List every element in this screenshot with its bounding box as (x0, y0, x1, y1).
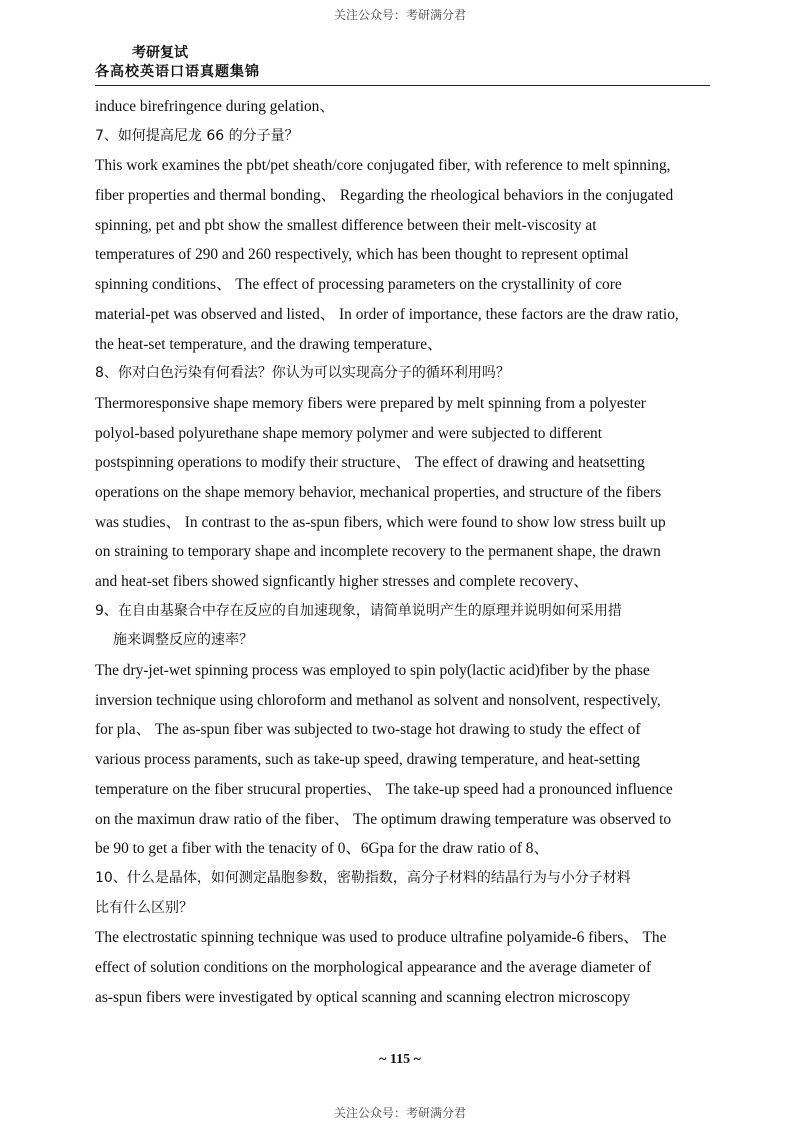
question-line: 8、你对白色污染有何看法？你认为可以实现高分子的循环利用吗？ (95, 365, 510, 382)
body-text-line: as-spun fibers were investigated by optical scanning and scanning electron microscopy (95, 988, 631, 1006)
body-text-line: spinning, pet and pbt show the smallest difference between their melt-viscosity at (95, 216, 597, 234)
body-text-line: various process paraments, such as take-up speed, drawing temperature, and heat-setting (95, 751, 640, 769)
body-text-line: inversion technique using chloroform and methanol as solvent and nonsolvent, respectively, (95, 691, 661, 709)
question-line: 比有什么区别？ (95, 899, 193, 916)
body-text-line: induce birefringence during gelation、 (95, 98, 335, 115)
running-header (95, 44, 710, 82)
body-text-line: This work examines the pbt/pet sheath/core conjugated fiber, with reference to melt spinning, (95, 157, 671, 175)
body-text-line: on the maximun draw ratio of the fiber、 The optimum drawing temperature was observed to (95, 810, 672, 828)
body-text-line: The electrostatic spinning technique was used to produce ultrafine polyamide-6 fibers、 The (95, 929, 667, 947)
body-text-line: spinning conditions、 The effect of processing parameters on the crystallinity of core (95, 276, 622, 294)
question-line: 7、如何提高尼龙 66 的分子量？ (95, 127, 299, 144)
body-text-line: operations on the shape memory behavior, mechanical properties, and structure of the fibers (95, 483, 662, 501)
body-text-line: was studies、 In contrast to the as-spun fibers, which were found to show low stress built up (95, 513, 666, 531)
bottom-watermark: 关注公众号：考研满分君 (333, 1106, 466, 1120)
body-text-line: postspinning operations to modify their structure、 The effect of drawing and heatsetting (95, 454, 645, 472)
question-line: 9、在自由基聚合中存在反应的自加速现象，请简单说明产生的原理并说明如何采用措 (95, 602, 622, 619)
body-text-line: for pla、 The as-spun fiber was subjected to two-stage hot drawing to study the effect of (95, 721, 641, 739)
body-text-line: temperatures of 290 and 260 respectively, which has been thought to represent optimal (95, 246, 629, 264)
header-divider (95, 85, 710, 86)
body-text-line: temperature on the fiber strucural properties、 The take-up speed had a pronounced influence (95, 780, 673, 798)
body-text-line: effect of solution conditions on the morphological appearance and the average diameter of (95, 958, 652, 976)
header-subtitle: 各高校英语口语真题集锦 (95, 64, 260, 80)
body-text-line: the heat-set temperature, and the drawing temperature、 (95, 335, 443, 353)
body-text-line: material-pet was observed and listed、 In order of importance, these factors are the draw ratio, (95, 305, 679, 323)
body-text-line: Thermoresponsive shape memory fibers were prepared by melt spinning from a polyester (95, 394, 646, 412)
question-line: 施来调整反应的速率？ (113, 632, 253, 649)
header-title: 考研复试 (132, 45, 188, 61)
page-number: ~ 115 ~ (379, 1052, 421, 1067)
question-line: 10、什么是晶体，如何测定晶胞参数，密勒指数，高分子材料的结晶行为与小分子材料 (95, 869, 631, 886)
body-text-line: and heat-set fibers showed signficantly higher stresses and complete recovery、 (95, 573, 589, 590)
body-text-line: fiber properties and thermal bonding、 Regarding the rheological behaviors in the conjugated (95, 187, 674, 205)
document-body (95, 92, 710, 1012)
body-text-line: The dry-jet-wet spinning process was employed to spin poly(lactic acid)fiber by the phase (95, 662, 650, 680)
top-watermark: 关注公众号：考研满分君 (333, 8, 466, 22)
body-text-line: on straining to temporary shape and incomplete recovery to the permanent shape, the drawn (95, 543, 661, 561)
body-text-line: be 90 to get a fiber with the tenacity of 0、6Gpa for the draw ratio of 8、 (95, 840, 549, 858)
body-text-line: polyol-based polyurethane shape memory polymer and were subjected to different (95, 424, 603, 442)
